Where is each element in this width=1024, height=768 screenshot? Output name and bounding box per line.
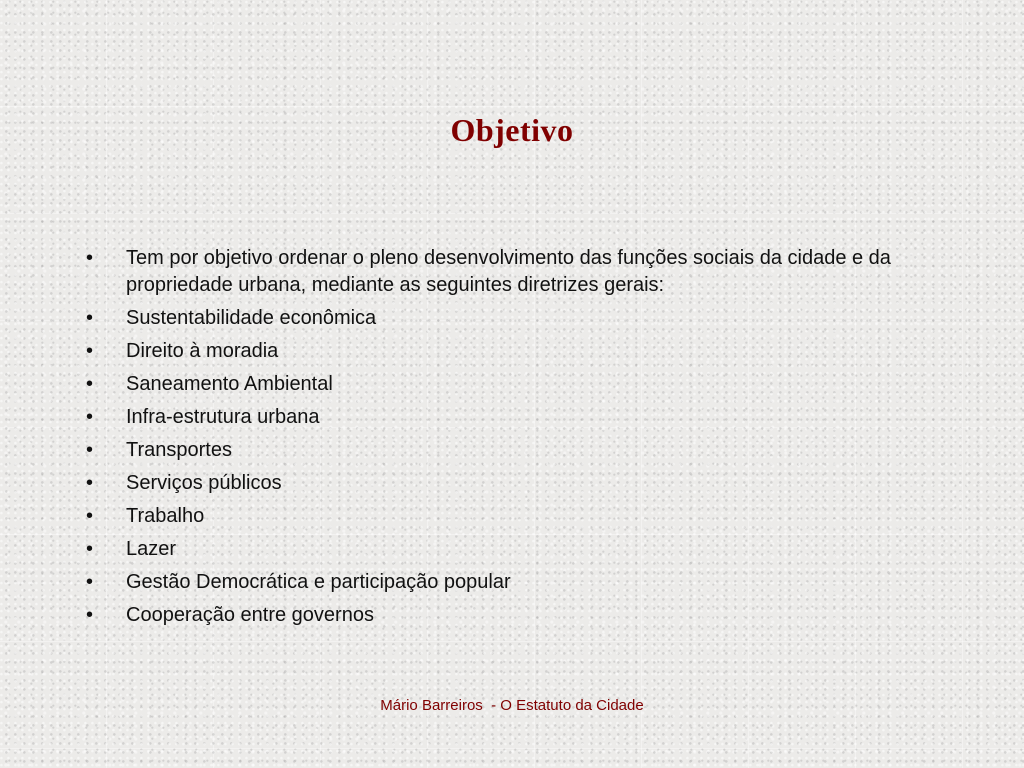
list-item (86, 437, 906, 464)
list-item-text: Lazer (126, 538, 177, 560)
list-item-text: Transportes (126, 439, 232, 461)
bullet-icon: • (86, 571, 94, 593)
list-item (86, 338, 906, 365)
bullet-icon: • (86, 307, 94, 329)
list-item (86, 404, 906, 431)
bullet-icon: • (86, 406, 94, 428)
list-item-text: Infra-estrutura urbana (126, 406, 320, 428)
bullet-icon: • (86, 340, 94, 362)
list-item-text: Gestão Democrática e participação popular (126, 571, 511, 593)
list-item (86, 470, 906, 497)
list-item-text: Serviços públicos (126, 472, 282, 494)
bullet-list (86, 245, 906, 635)
list-item-text: Trabalho (126, 505, 205, 527)
list-item (86, 536, 906, 563)
bullet-icon: • (86, 373, 94, 395)
bullet-icon: • (86, 604, 94, 626)
bullet-icon: • (86, 472, 94, 494)
list-item-text: Tem por objetivo ordenar o pleno desenvolvimento das funções sociais da cidade e da propriedade urbana, mediante as seguintes diretrizes gerais: (126, 247, 891, 296)
list-item-text: Direito à moradia (126, 340, 279, 362)
list-item-text: Sustentabilidade econômica (126, 307, 377, 329)
bullet-icon: • (86, 538, 94, 560)
list-item-text: Saneamento Ambiental (126, 373, 333, 395)
list-item (86, 371, 906, 398)
list-item (86, 305, 906, 332)
list-item (86, 503, 906, 530)
bullet-icon: • (86, 247, 94, 269)
bullet-icon: • (86, 505, 94, 527)
list-item (86, 569, 906, 596)
bullet-icon: • (86, 439, 94, 461)
slide-footer: Mário Barreiros - O Estatuto da Cidade (380, 697, 644, 714)
list-item-text: Cooperação entre governos (126, 604, 374, 626)
list-item (86, 245, 906, 299)
list-item (86, 602, 906, 629)
slide-title: Objetivo (450, 112, 574, 148)
